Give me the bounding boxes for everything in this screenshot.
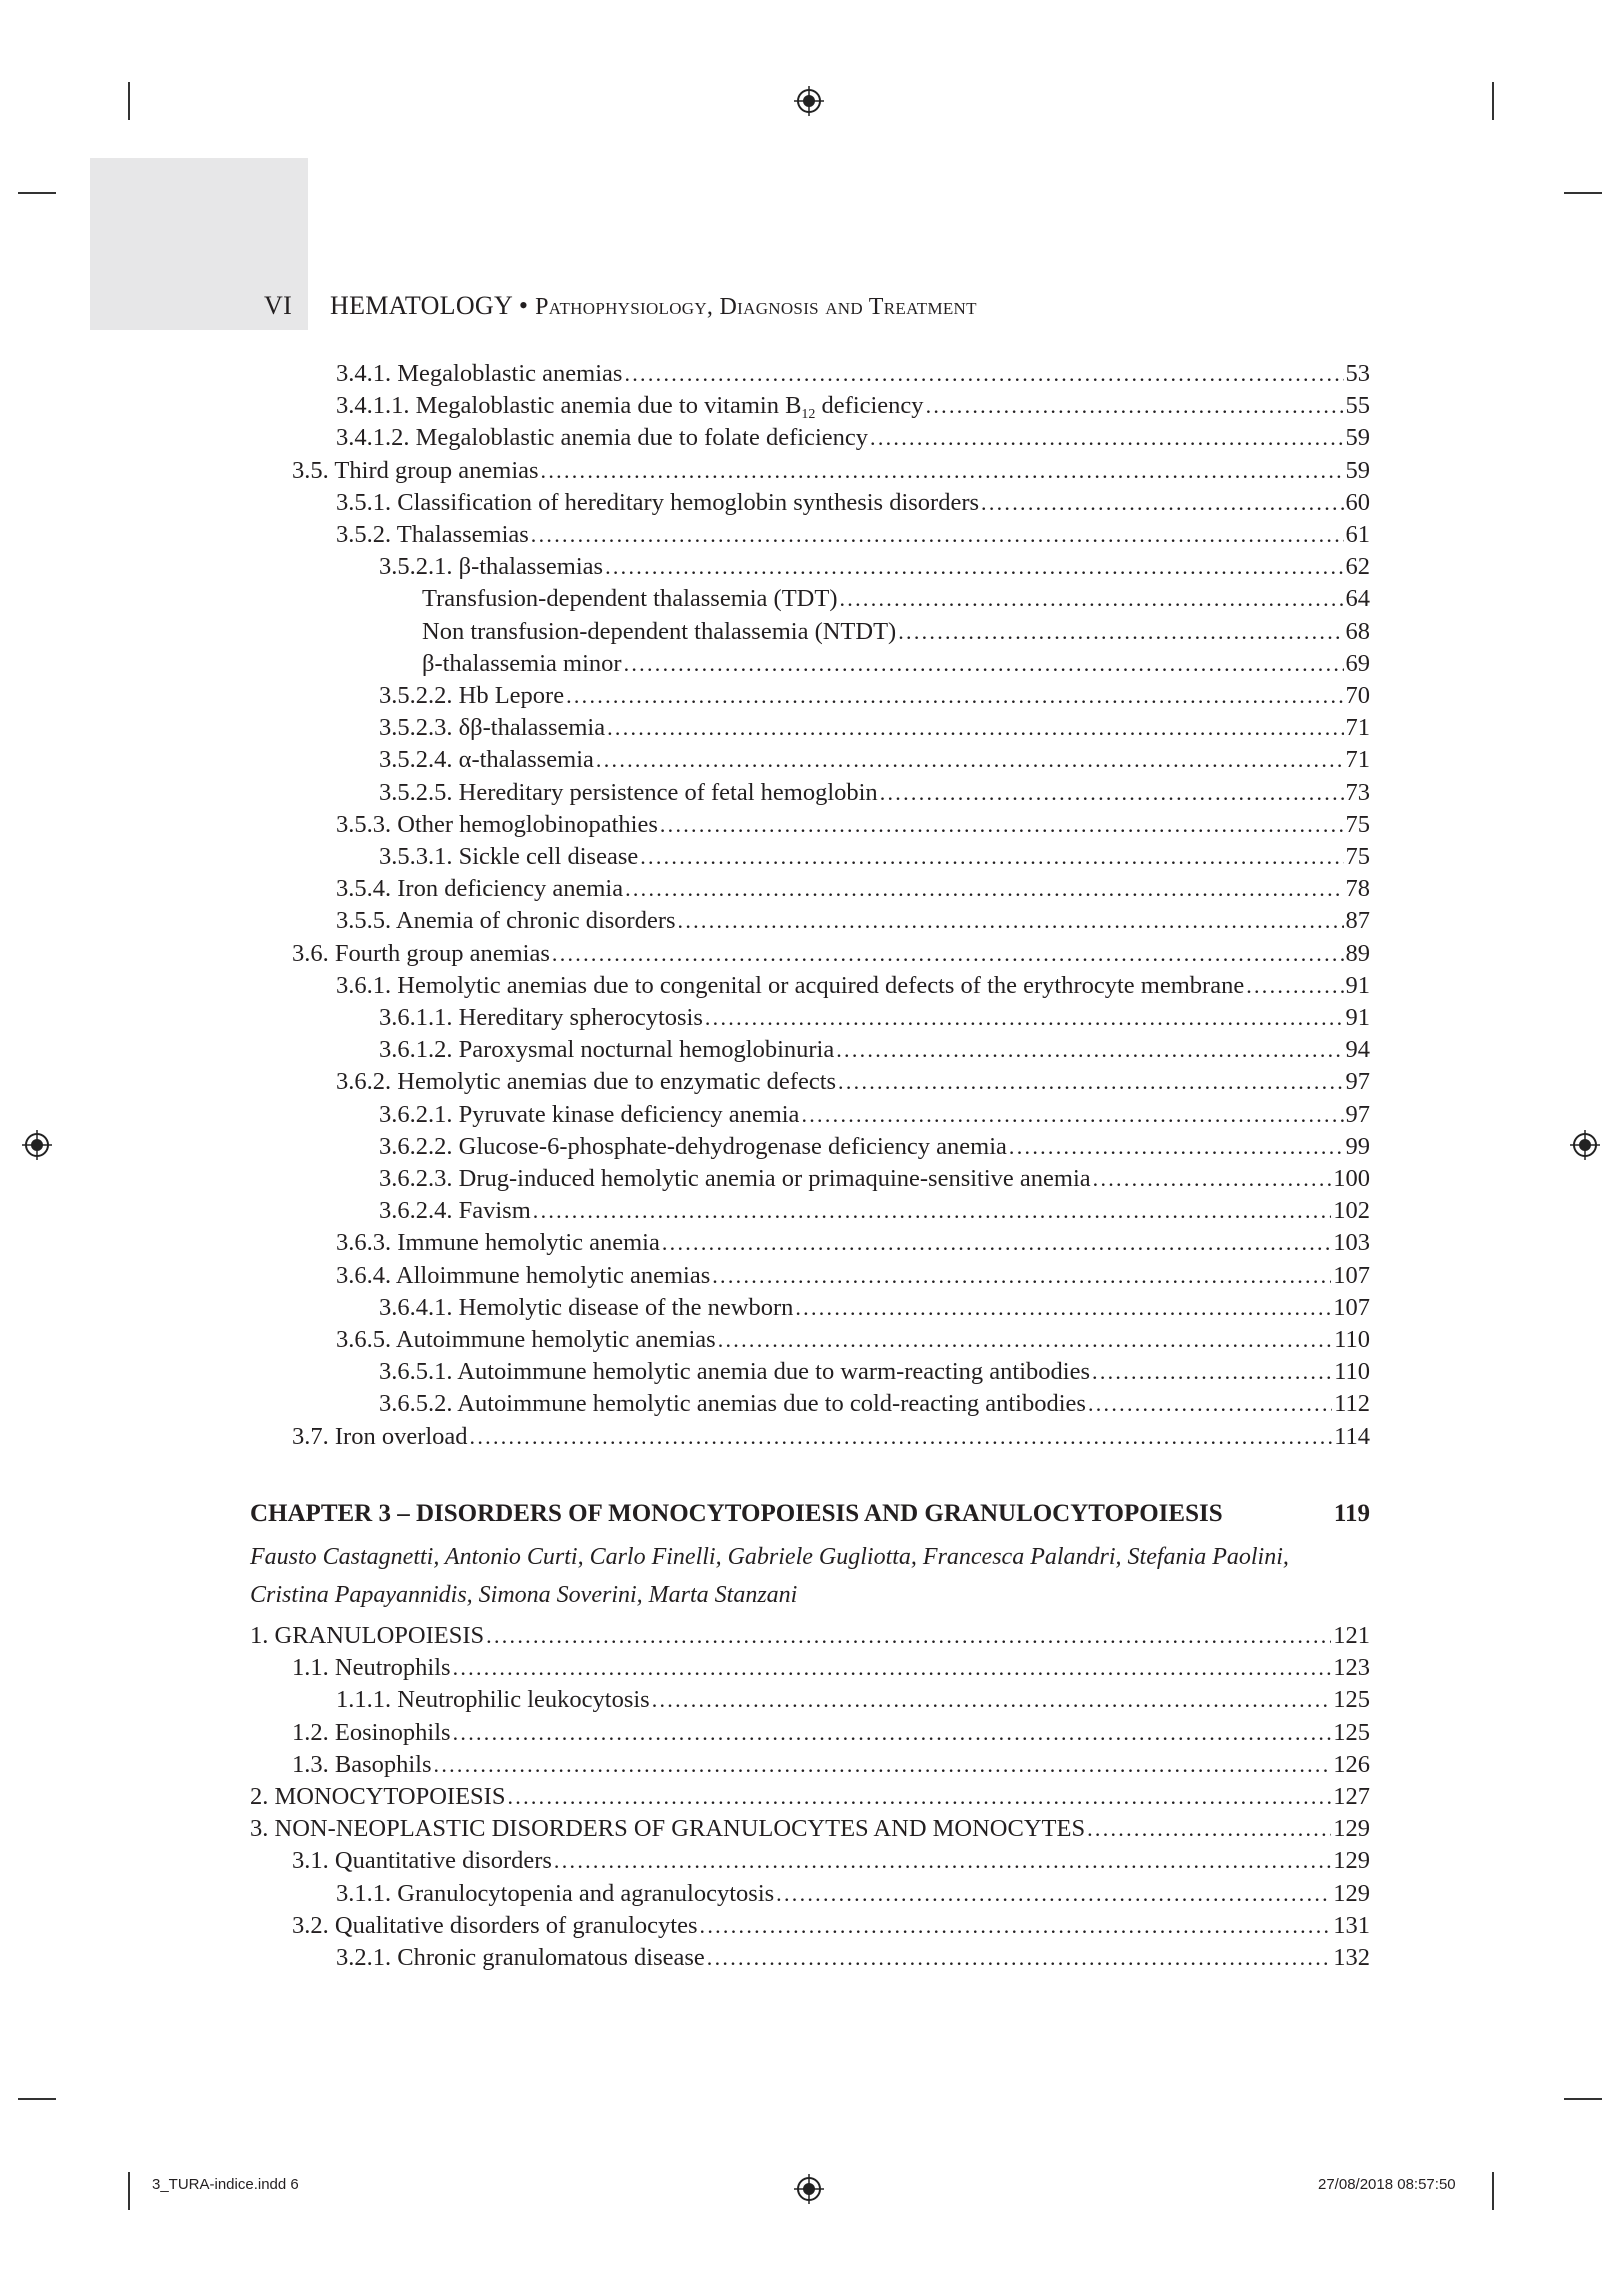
toc-entry bbox=[422, 616, 1370, 648]
crop-mark bbox=[128, 82, 130, 120]
toc-entry-label: 3.1.1. Granulocytopenia and agranulocytosis bbox=[336, 1879, 775, 1907]
authors-line: Cristina Papayannidis, Simona Soverini, Marta Stanzani bbox=[250, 1582, 798, 1608]
toc-entry bbox=[379, 1034, 1370, 1066]
toc-leader-dots bbox=[776, 1878, 1331, 1910]
toc-entry-label: 3.5.4. Iron deficiency anemia bbox=[336, 875, 624, 903]
toc-entry-page: 87 bbox=[1345, 907, 1370, 935]
toc-leader-dots bbox=[712, 1260, 1331, 1292]
toc-entry bbox=[379, 1002, 1370, 1034]
toc-entry bbox=[379, 551, 1370, 583]
toc-entry-label: 3.1. Quantitative disorders bbox=[292, 1847, 552, 1875]
toc-entry-page: 112 bbox=[1334, 1390, 1370, 1418]
crop-mark bbox=[1564, 2098, 1602, 2100]
toc-entry-page: 132 bbox=[1333, 1944, 1370, 1971]
toc-leader-dots bbox=[541, 455, 1344, 487]
toc-leader-dots bbox=[507, 1781, 1331, 1813]
toc-entry-page: 53 bbox=[1345, 360, 1370, 387]
toc-leader-dots bbox=[801, 1099, 1343, 1131]
toc-leader-dots bbox=[840, 583, 1344, 615]
toc-entry-page: 125 bbox=[1333, 1718, 1370, 1746]
toc-entry-label: 3.5.5. Anemia of chronic disorders bbox=[336, 907, 676, 935]
toc-leader-dots bbox=[434, 1749, 1332, 1781]
toc-leader-dots bbox=[660, 809, 1344, 841]
toc-leader-dots bbox=[470, 1421, 1333, 1453]
toc-entry-page: 64 bbox=[1345, 585, 1370, 613]
toc-entry-page: 62 bbox=[1345, 553, 1370, 581]
toc-entry-page: 102 bbox=[1333, 1197, 1370, 1225]
toc-entry bbox=[292, 455, 1370, 487]
crop-mark bbox=[18, 2098, 56, 2100]
registration-mark-icon bbox=[22, 1130, 52, 1160]
toc-entry-page: 59 bbox=[1345, 456, 1370, 484]
toc-leader-dots bbox=[625, 873, 1343, 905]
toc-entry bbox=[250, 1813, 1370, 1845]
toc-entry bbox=[336, 1227, 1370, 1259]
toc-entry bbox=[336, 1684, 1370, 1716]
toc-entry-label: 3.6.5.1. Autoimmune hemolytic anemia due to warm-reacting antibodies bbox=[379, 1358, 1091, 1386]
toc-entry-label: 3.6.2.4. Favism bbox=[379, 1197, 531, 1225]
toc-entry-label: 3.6.1.2. Paroxysmal nocturnal hemoglobinuria bbox=[379, 1036, 835, 1064]
toc-entry-page: 99 bbox=[1345, 1132, 1370, 1160]
toc-entry-page: 129 bbox=[1333, 1847, 1370, 1875]
toc-entry-page: 121 bbox=[1333, 1622, 1370, 1649]
toc-leader-dots bbox=[981, 487, 1343, 519]
toc-entry-page: 107 bbox=[1333, 1261, 1370, 1289]
toc-entry-page: 75 bbox=[1345, 843, 1370, 870]
toc-entry-page: 70 bbox=[1345, 682, 1370, 709]
toc-entry bbox=[292, 1421, 1370, 1453]
toc-leader-dots bbox=[652, 1684, 1332, 1716]
toc-entry-label: 3.4.1.2. Megaloblastic anemia due to folate deficiency bbox=[336, 424, 869, 452]
toc-leader-dots bbox=[453, 1717, 1332, 1749]
toc-entry bbox=[292, 1749, 1370, 1781]
toc-entry bbox=[379, 1356, 1370, 1388]
toc-entry-page: 125 bbox=[1333, 1686, 1370, 1714]
registration-mark-icon bbox=[1570, 1130, 1600, 1160]
toc-entry-label: 3.5. Third group anemias bbox=[292, 456, 539, 484]
toc-entry-page: 97 bbox=[1345, 1100, 1370, 1128]
toc-entry-label: 1.1.1. Neutrophilic leukocytosis bbox=[336, 1686, 650, 1714]
toc-leader-dots bbox=[605, 551, 1343, 583]
toc-entry-label: 3.6.2.2. Glucose-6-phosphate-dehydrogenase deficiency anemia bbox=[379, 1132, 1007, 1160]
toc-entry-page: 100 bbox=[1333, 1165, 1370, 1192]
toc-leader-dots bbox=[624, 358, 1343, 390]
toc-entry-page: 59 bbox=[1345, 424, 1370, 452]
toc-entry-page: 114 bbox=[1334, 1422, 1370, 1450]
toc-entry bbox=[336, 1878, 1370, 1910]
crop-mark bbox=[1564, 192, 1602, 194]
toc-leader-dots bbox=[596, 744, 1344, 776]
toc-entry bbox=[379, 1388, 1370, 1420]
toc-entry-label: 3.6.1.1. Hereditary spherocytosis bbox=[379, 1004, 703, 1031]
toc-entry-label: 3.6.2.1. Pyruvate kinase deficiency anemia bbox=[379, 1100, 800, 1128]
toc-leader-dots bbox=[926, 390, 1344, 422]
toc-leader-dots bbox=[531, 519, 1344, 551]
toc-leader-dots bbox=[836, 1034, 1343, 1066]
toc-leader-dots bbox=[552, 938, 1344, 970]
toc-entry-label: 3.6.5.2. Autoimmune hemolytic anemias due to cold-reacting antibodies bbox=[379, 1390, 1086, 1418]
toc-entry-label: 3.6.4. Alloimmune hemolytic anemias bbox=[336, 1261, 711, 1289]
toc-entry bbox=[336, 1942, 1370, 1974]
toc-entry bbox=[292, 1910, 1370, 1942]
toc-entry-label: 3.4.1. Megaloblastic anemias bbox=[336, 360, 623, 387]
toc-entry-label: 3.6. Fourth group anemias bbox=[292, 939, 550, 967]
toc-entry-page: 129 bbox=[1333, 1879, 1370, 1907]
toc-entry-label: 3.5.3.1. Sickle cell disease bbox=[379, 843, 639, 870]
toc-leader-dots bbox=[870, 422, 1343, 454]
bullet: • bbox=[518, 291, 529, 320]
toc-entry bbox=[379, 744, 1370, 776]
toc-entry-label: Non transfusion-dependent thalassemia (NTDT) bbox=[422, 617, 897, 645]
toc-entry bbox=[292, 1845, 1370, 1877]
toc-entry-label: 3. NON-NEOPLASTIC DISORDERS OF GRANULOCYTES AND MONOCYTES bbox=[250, 1815, 1086, 1843]
toc-leader-dots bbox=[640, 841, 1343, 873]
toc-entry-page: 110 bbox=[1334, 1358, 1370, 1386]
toc-entry-page: 110 bbox=[1334, 1326, 1370, 1353]
toc-entry bbox=[336, 1066, 1370, 1098]
toc-entry-label: 3.4.1.1. Megaloblastic anemia due to vitamin $B_{12}$ deficiency bbox=[336, 392, 924, 423]
toc-entry-label: 3.5.2.1. β-thalassemias bbox=[379, 553, 604, 581]
toc-leader-dots bbox=[1088, 1388, 1332, 1420]
toc-entry bbox=[336, 970, 1370, 1002]
toc-entry bbox=[250, 1781, 1370, 1813]
toc-entry-label: 3.5.2.2. Hb Lepore bbox=[379, 682, 565, 709]
toc-entry-page: 73 bbox=[1345, 778, 1370, 806]
toc-entry-page: 78 bbox=[1345, 875, 1370, 903]
toc-entry-label: Transfusion-dependent thalassemia (TDT) bbox=[422, 585, 838, 613]
toc-entry-page: 71 bbox=[1345, 746, 1370, 774]
toc-entry-label: 3.5.1. Classification of hereditary hemoglobin synthesis disorders bbox=[336, 488, 980, 516]
toc-leader-dots bbox=[1246, 970, 1343, 1002]
toc-entry bbox=[379, 712, 1370, 744]
toc-entry-label: 3.6.3. Immune hemolytic anemia bbox=[336, 1229, 660, 1257]
crop-mark bbox=[1492, 82, 1494, 120]
toc-leader-dots bbox=[880, 777, 1344, 809]
toc-entry-label: 3.5.3. Other hemoglobinopathies bbox=[336, 810, 658, 838]
toc-entry bbox=[379, 1195, 1370, 1227]
toc-entry-page: 61 bbox=[1345, 521, 1370, 548]
toc-entry-label: 3.2. Qualitative disorders of granulocytes bbox=[292, 1911, 698, 1939]
toc-entry bbox=[336, 487, 1370, 519]
toc-entry bbox=[336, 905, 1370, 937]
toc-entry-page: 75 bbox=[1345, 810, 1370, 838]
toc-entry bbox=[379, 1099, 1370, 1131]
toc-entry-label: 3.2.1. Chronic granulomatous disease bbox=[336, 1944, 705, 1971]
toc-entry-page: 55 bbox=[1345, 392, 1370, 420]
toc-entry-label: 1.3. Basophils bbox=[292, 1750, 432, 1778]
toc-entry-page: 68 bbox=[1345, 617, 1370, 645]
toc-entry-label: 3.5.2. Thalassemias bbox=[336, 521, 529, 548]
toc-leader-dots bbox=[718, 1324, 1332, 1356]
chapter-heading bbox=[250, 1500, 1370, 1528]
toc-leader-dots bbox=[705, 1002, 1344, 1034]
toc-leader-dots bbox=[700, 1910, 1332, 1942]
toc-leader-dots bbox=[624, 648, 1344, 680]
crop-mark bbox=[1492, 2172, 1494, 2210]
toc-entry bbox=[379, 1131, 1370, 1163]
book-subtitle: Pathophysiology, Diagnosis and Treatment bbox=[535, 294, 977, 320]
toc-entry bbox=[292, 1652, 1370, 1684]
toc-entry bbox=[379, 1292, 1370, 1324]
toc-entry-label: 1. GRANULOPOIESIS bbox=[250, 1622, 485, 1649]
toc-entry-page: 129 bbox=[1333, 1815, 1370, 1843]
toc-entry-label: β-thalassemia minor bbox=[422, 649, 622, 677]
toc-entry bbox=[292, 1717, 1370, 1749]
toc-entry-page: 126 bbox=[1333, 1750, 1370, 1778]
toc-entry-label: 3.6.1. Hemolytic anemias due to congenital or acquired defects of the erythrocyte membrane bbox=[336, 971, 1245, 999]
toc-leader-dots bbox=[662, 1227, 1331, 1259]
toc-entry-page: 127 bbox=[1333, 1783, 1370, 1810]
toc-entry bbox=[379, 841, 1370, 873]
toc-entry-label: 3.6.2.3. Drug-induced hemolytic anemia or primaquine-sensitive anemia bbox=[379, 1165, 1091, 1192]
toc-entry bbox=[250, 1620, 1370, 1652]
toc-entry-page: 91 bbox=[1345, 971, 1370, 999]
toc-leader-dots bbox=[795, 1292, 1331, 1324]
toc-entry bbox=[422, 648, 1370, 680]
toc-entry bbox=[379, 777, 1370, 809]
toc-entry-label: 2. MONOCYTOPOIESIS bbox=[250, 1783, 506, 1810]
toc-entry-label: 3.5.2.4. α-thalassemia bbox=[379, 746, 594, 774]
chapter-title: CHAPTER 3 – DISORDERS OF MONOCYTOPOIESIS AND GRANULOCYTOPOIESIS bbox=[250, 1500, 1223, 1527]
toc-entry bbox=[336, 422, 1370, 454]
toc-entry-label: 3.5.2.5. Hereditary persistence of fetal hemoglobin bbox=[379, 778, 878, 806]
toc-entry-page: 71 bbox=[1345, 714, 1370, 742]
chapter-authors bbox=[250, 1538, 1380, 1614]
toc-entry-label: 3.6.5. Autoimmune hemolytic anemias bbox=[336, 1326, 716, 1353]
toc-entry bbox=[336, 1260, 1370, 1292]
toc-leader-dots bbox=[566, 680, 1343, 712]
toc-leader-dots bbox=[838, 1066, 1343, 1098]
toc-leader-dots bbox=[1009, 1131, 1344, 1163]
toc-entry-page: 69 bbox=[1345, 649, 1370, 677]
toc-entry bbox=[336, 519, 1370, 551]
crop-mark bbox=[18, 192, 56, 194]
chapter-page: 119 bbox=[1333, 1500, 1370, 1527]
toc-entry bbox=[292, 938, 1370, 970]
running-head bbox=[264, 286, 1364, 326]
toc-entry bbox=[336, 809, 1370, 841]
crop-mark bbox=[128, 2172, 130, 2210]
toc-entry-label: 3.5.2.3. δβ-thalassemia bbox=[379, 714, 606, 742]
toc-entry bbox=[336, 358, 1370, 390]
toc-leader-dots bbox=[678, 905, 1344, 937]
toc-entry-page: 131 bbox=[1333, 1911, 1370, 1939]
toc-entry-label: 3.6.4.1. Hemolytic disease of the newborn bbox=[379, 1293, 794, 1321]
toc-leader-dots bbox=[707, 1942, 1331, 1974]
toc-entry-page: 103 bbox=[1333, 1229, 1370, 1257]
toc-entry-page: 97 bbox=[1345, 1068, 1370, 1096]
book-title: HEMATOLOGY bbox=[330, 291, 513, 320]
toc-entry-label: 1.1. Neutrophils bbox=[292, 1654, 451, 1682]
toc-leader-dots bbox=[607, 712, 1343, 744]
toc-leader-dots bbox=[1087, 1813, 1331, 1845]
toc-entry-page: 60 bbox=[1345, 488, 1370, 516]
registration-mark-icon bbox=[794, 2174, 824, 2204]
toc-entry bbox=[379, 680, 1370, 712]
toc-entry-label: 3.6.2. Hemolytic anemias due to enzymatic defects bbox=[336, 1068, 837, 1096]
toc-entry-page: 91 bbox=[1345, 1004, 1370, 1031]
registration-mark-icon bbox=[794, 86, 824, 116]
toc-leader-dots bbox=[1093, 1163, 1332, 1195]
footer-filename: 3_TURA-indice.indd 6 bbox=[152, 2176, 299, 2193]
toc-entry bbox=[336, 873, 1370, 905]
toc-leader-dots bbox=[1092, 1356, 1332, 1388]
toc-entry-label: 3.7. Iron overload bbox=[292, 1422, 468, 1450]
toc-entry bbox=[422, 583, 1370, 615]
toc-leader-dots bbox=[453, 1652, 1332, 1684]
toc-entry bbox=[336, 1324, 1370, 1356]
authors-line: Fausto Castagnetti, Antonio Curti, Carlo Finelli, Gabriele Gugliotta, Francesca Palandri, Stefania Paolini, bbox=[250, 1544, 1289, 1570]
toc-entry-page: 94 bbox=[1345, 1036, 1370, 1064]
toc-entry-label: 1.2. Eosinophils bbox=[292, 1718, 451, 1746]
footer-timestamp: 27/08/2018 08:57:50 bbox=[1318, 2176, 1456, 2193]
toc-entry-page: 123 bbox=[1333, 1654, 1370, 1682]
page-number: VI bbox=[264, 291, 293, 320]
toc-leader-dots bbox=[486, 1620, 1331, 1652]
toc-entry bbox=[379, 1163, 1370, 1195]
toc-leader-dots bbox=[898, 616, 1343, 648]
toc-leader-dots bbox=[554, 1845, 1331, 1877]
toc-entry-page: 89 bbox=[1345, 939, 1370, 967]
toc-leader-dots bbox=[533, 1195, 1331, 1227]
toc-entry bbox=[336, 390, 1370, 422]
toc-entry-page: 107 bbox=[1333, 1293, 1370, 1321]
